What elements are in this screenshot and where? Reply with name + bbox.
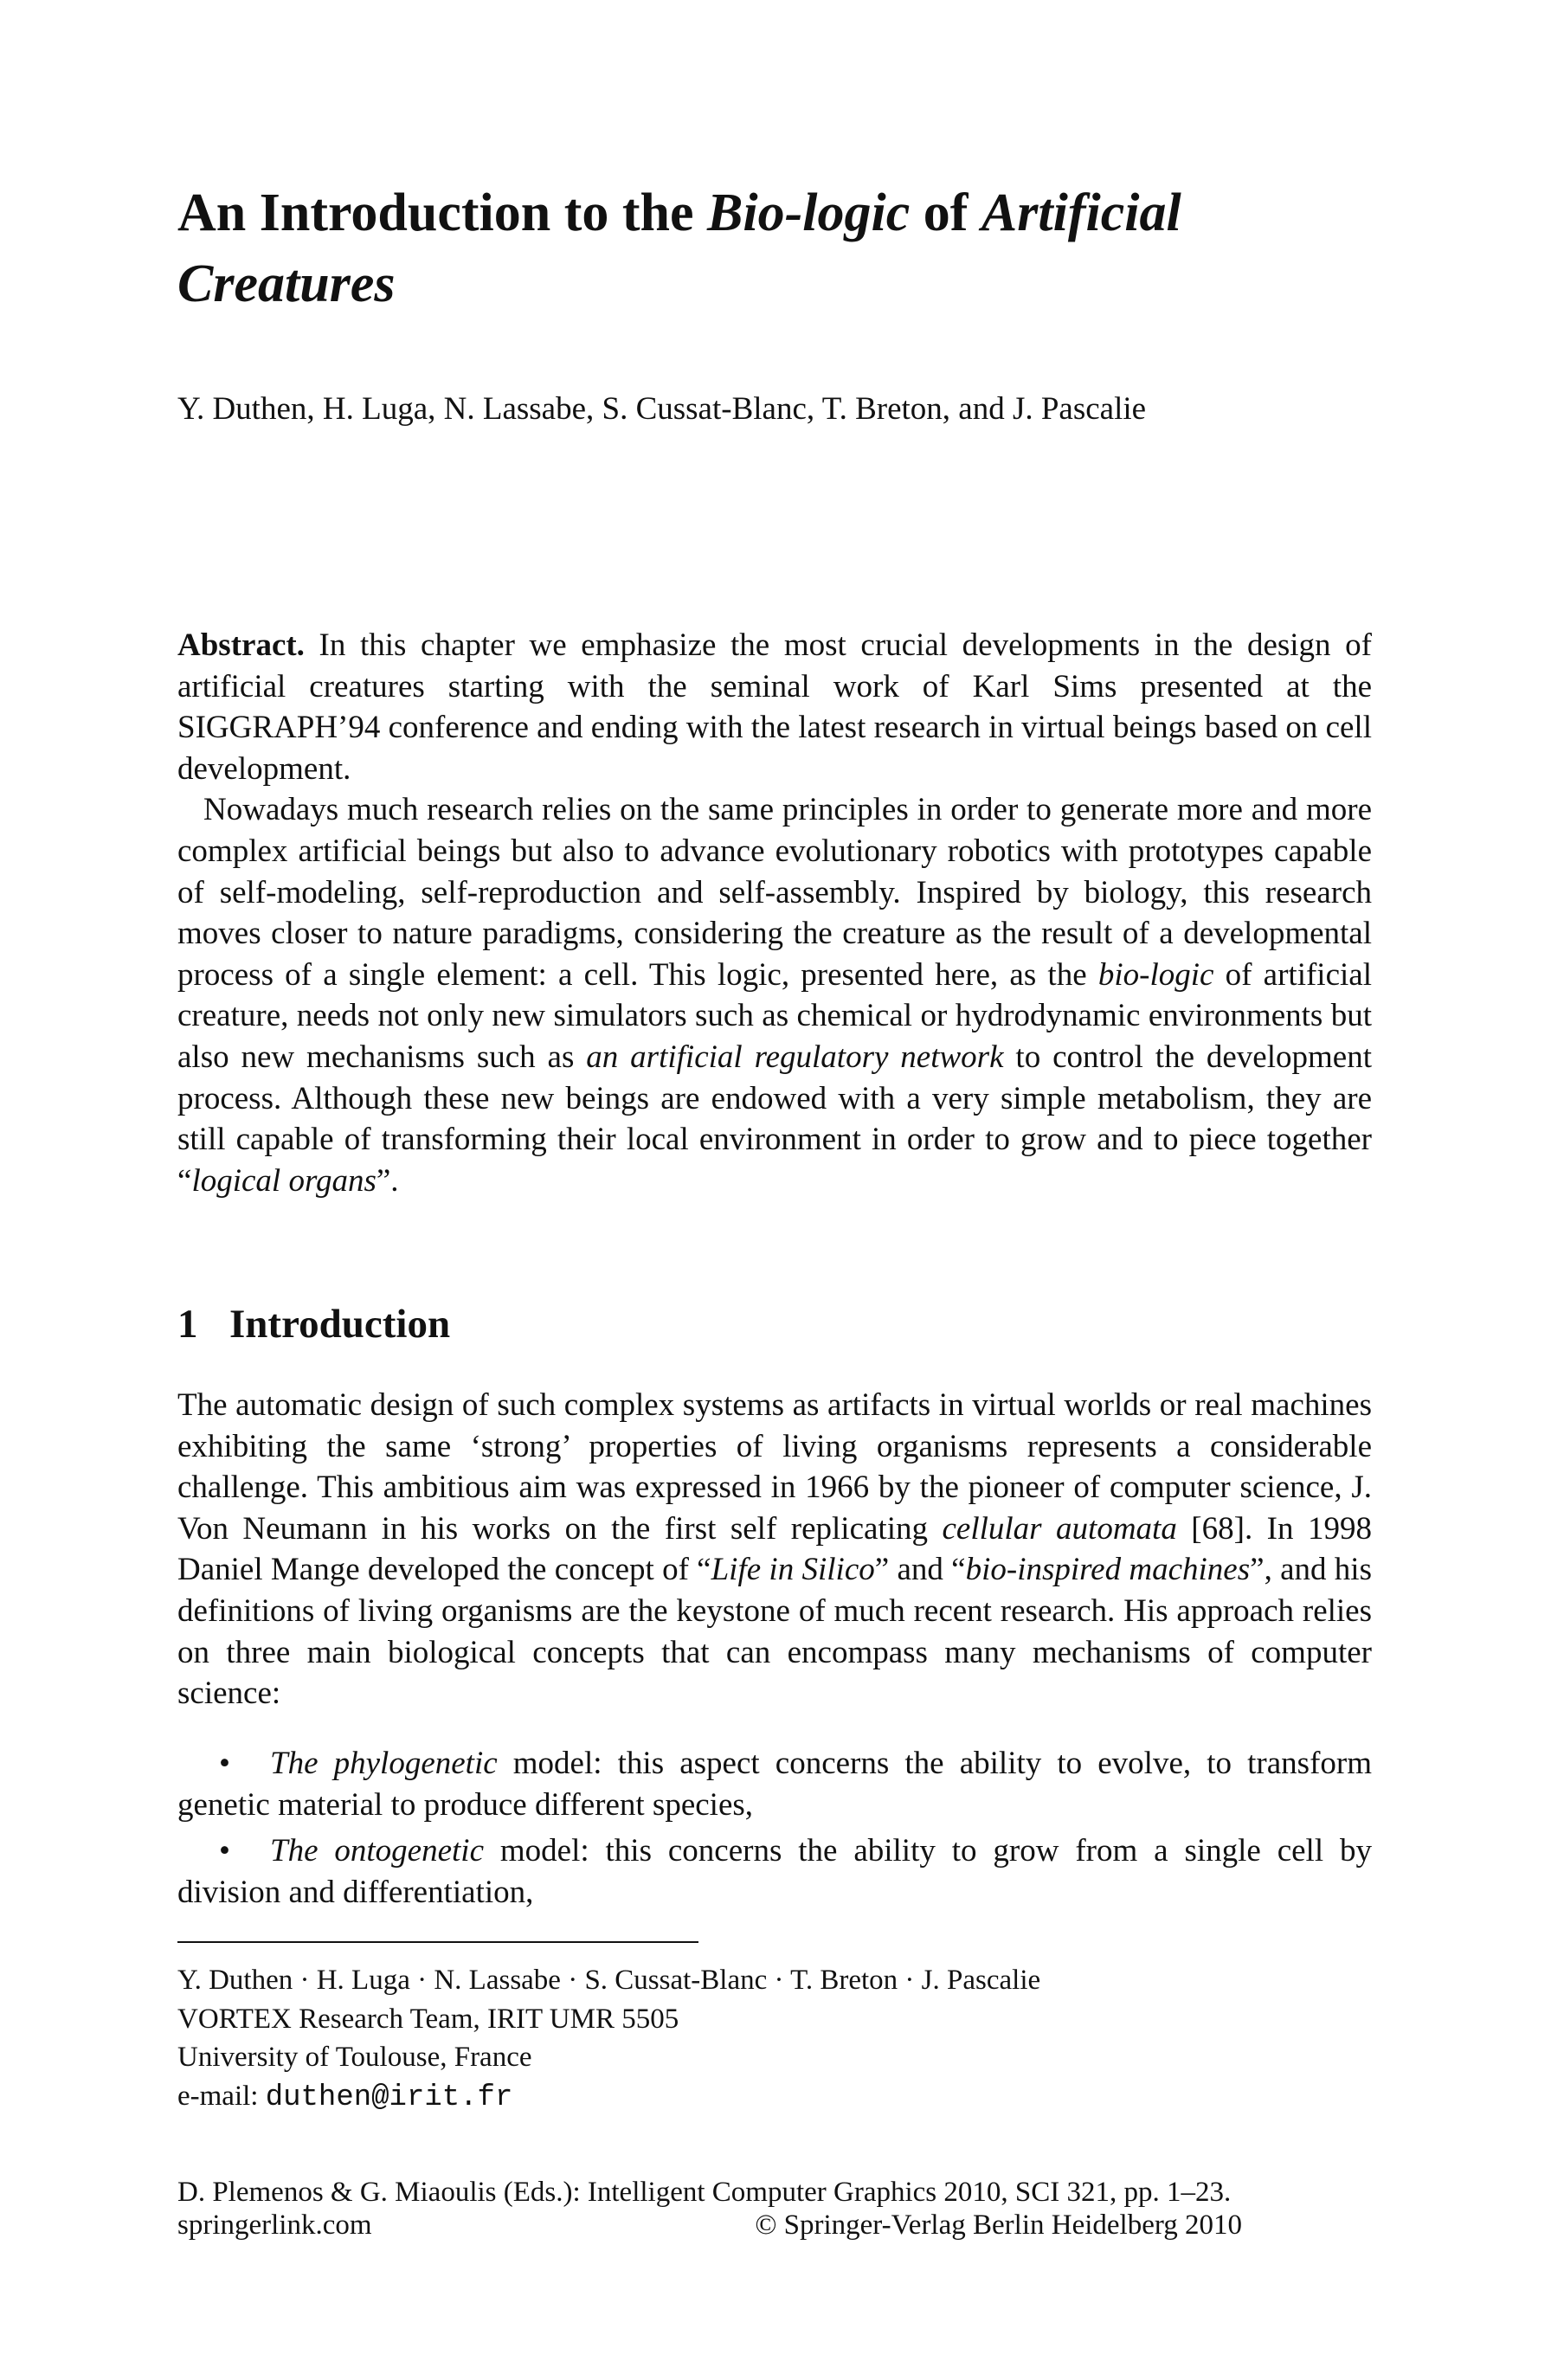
- title-italic-bio-logic: Bio-logic: [707, 183, 911, 242]
- paper-title: [177, 177, 1372, 319]
- footnote-author-names: Y. Duthen · H. Luga · N. Lassabe · S. Cussat-Blanc · T. Breton · J. Pascalie: [177, 1965, 1041, 1996]
- abstract-italic-logical-organs: logical organs: [191, 1162, 376, 1199]
- citation-site: springerlink.com: [177, 2210, 372, 2241]
- title-part-2: of: [910, 183, 981, 242]
- abstract-text-2d: ”.: [376, 1162, 399, 1199]
- title-italic-artificial-creatures: Artificial Creatures: [177, 183, 1181, 313]
- publication-citation: [177, 2176, 1242, 2242]
- list-item-body: model: this aspect concerns the ability to evolve, to transform genetic material to produce different species,: [177, 1746, 1372, 1823]
- list-item-italic: The phylogenetic: [270, 1746, 498, 1781]
- intro-paragraph-1: [177, 1385, 1372, 1714]
- section-number: 1: [177, 1302, 198, 1347]
- intro-text-d: ”, and his definitions of living organisms are the keystone of much recent research. His approach relies on three main biological concepts that can encompass many mechanisms of computer science:: [177, 1552, 1372, 1712]
- list-item: [177, 1743, 1372, 1825]
- footnote-university: University of Toulouse, France: [177, 2042, 532, 2073]
- abstract-italic-regulatory-network: an artificial regulatory network: [586, 1039, 1004, 1075]
- citation-line-2: [177, 2209, 1242, 2242]
- footnote-team: VORTEX Research Team, IRIT UMR 5505: [177, 2003, 679, 2035]
- author-list: Y. Duthen, H. Luga, N. Lassabe, S. Cussat-Blanc, T. Breton, and J. Pascalie: [177, 391, 1147, 427]
- abstract-italic-bio-logic: bio-logic: [1097, 956, 1214, 993]
- abstract-label: Abstract.: [177, 627, 305, 663]
- abstract-text-1: In this chapter we emphasize the most crucial developments in the design of artificial creatures starting with the seminal work of Karl Sims presented at the SIGGRAPH’94 conference and ending with the latest research in virtual beings based on cell development.: [177, 627, 1372, 787]
- list-item: [177, 1830, 1372, 1913]
- abstract-text-2a: Nowadays much research relies on the same principles in order to generate more and more complex artificial beings but also to advance evolutionary robotics with prototypes capable of self-modeling, self-reproduction and self-assembly. Inspired by biology, this research moves closer to nature paradigms, considering the creature as the result of a developmental process of a single element: a cell. This logic, presented here, as the: [177, 792, 1372, 993]
- intro-italic-life-in-silico: Life in Silico: [711, 1552, 875, 1588]
- bullet-icon: •: [219, 1833, 230, 1869]
- section-heading-introduction: [177, 1298, 450, 1350]
- intro-text-c: ” and “: [874, 1552, 966, 1588]
- abstract-text-2c: to control the development process. Although these new beings are endowed with a very simple metabolism, they are still capable of transforming their local environment in order to grow and to piece together “: [177, 1039, 1372, 1199]
- list-item-text: [177, 1830, 1372, 1913]
- concept-list: [177, 1743, 1372, 1918]
- footnote-divider: [177, 1941, 698, 1943]
- introduction-paragraph: [177, 1385, 1372, 1714]
- list-item-body: model: this concerns the ability to grow from a single cell by division and differentiation,: [177, 1833, 1373, 1910]
- intro-italic-cellular-automata: cellular automata: [942, 1510, 1177, 1547]
- abstract: [177, 625, 1372, 1201]
- footnote-email-line: [177, 2077, 1040, 2118]
- section-title: Introduction: [229, 1302, 451, 1347]
- bullet-icon: •: [219, 1746, 230, 1781]
- author-affiliation-footnote: [177, 1961, 1040, 2117]
- citation-copyright: © Springer-Verlag Berlin Heidelberg 2010: [755, 2210, 1242, 2241]
- email-label: e-mail:: [177, 2080, 266, 2112]
- list-item-italic: The ontogenetic: [270, 1833, 484, 1869]
- citation-line-1: [177, 2176, 1242, 2209]
- citation-source: D. Plemenos & G. Miaoulis (Eds.): Intelligent Computer Graphics 2010, SCI 321, pp. 1–23.: [177, 2177, 1232, 2208]
- intro-italic-bio-inspired-machines: bio-inspired machines: [965, 1552, 1251, 1588]
- intro-text-b: [68]. In 1998 Daniel Mange developed the concept of “: [177, 1510, 1372, 1588]
- abstract-paragraph-2: [177, 789, 1372, 1201]
- list-item-text: [177, 1743, 1372, 1825]
- intro-text-a: The automatic design of such complex systems as artifacts in virtual worlds or real machines exhibiting the same ‘strong’ properties of living organisms represents a considerable challenge. This ambitious aim was expressed in 1966 by the pioneer of computer science, J. Von Neumann in his works on the first self replicating: [177, 1387, 1372, 1547]
- abstract-text-2b: of artificial creature, needs not only new simulators such as chemical or hydrodynamic environments but also new mechanisms such as: [177, 956, 1372, 1075]
- title-part-1: An Introduction to the: [177, 183, 708, 242]
- abstract-paragraph-1: [177, 625, 1372, 789]
- email-address: duthen@irit.fr: [265, 2081, 513, 2114]
